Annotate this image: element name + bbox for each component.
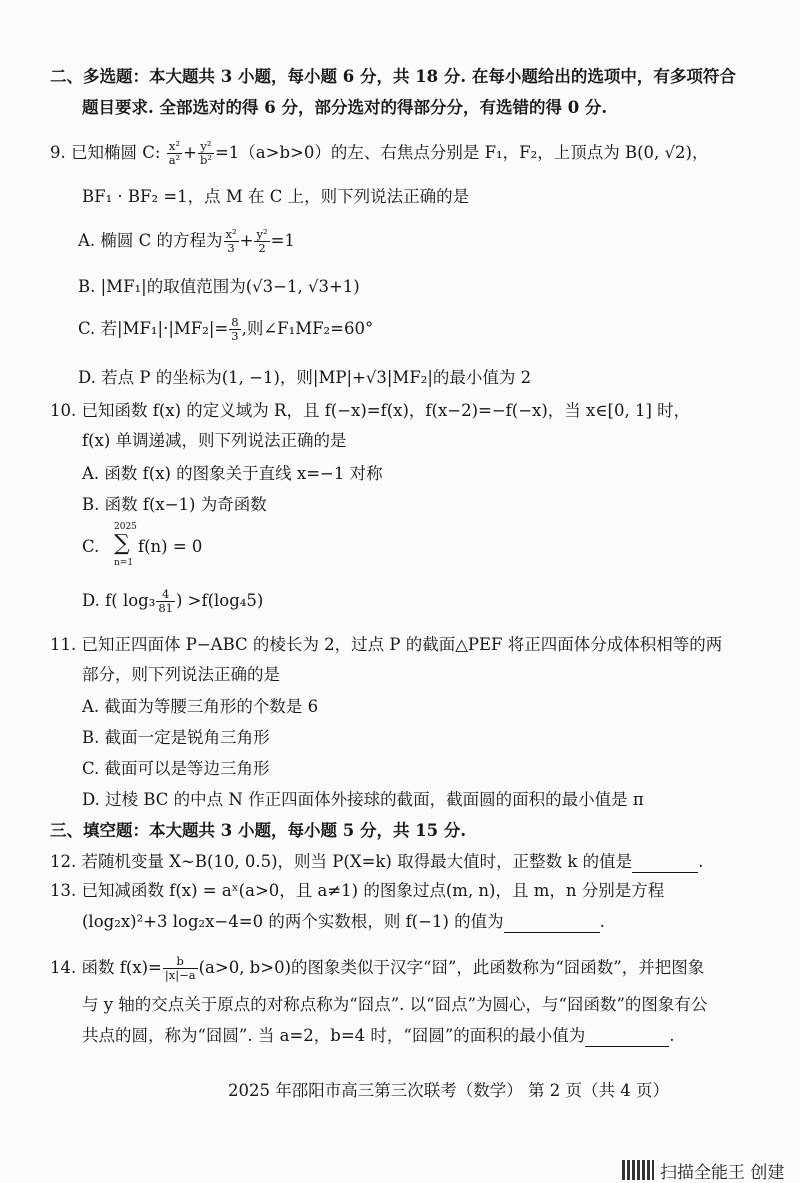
q9-frac2-num: y²	[198, 140, 214, 154]
q10-stem-line-1	[50, 400, 690, 422]
q14-line-1	[50, 955, 704, 982]
q9-option-c-prefix: C. 若|MF₁|·|MF₂|=	[78, 319, 229, 338]
q11-option-b: B. 截面一定是锐角三角形	[82, 728, 270, 747]
q11-number: 11.	[50, 635, 77, 654]
q10-option-d-log: log₃	[122, 591, 156, 610]
q9-stem-line-2: BF₁ · BF₂ =1，点 M 在 C 上，则下列说法正确的是	[82, 187, 470, 206]
q9-a-f1-num: x²	[225, 227, 237, 241]
q10-sum-upper: 2025	[114, 522, 137, 532]
q12-number: 12.	[50, 852, 77, 871]
q10-option-a: A. 函数 f(x) 的图象关于直线 x=−1 对称	[82, 464, 383, 483]
q13-text-2: (log₂x)²+3 log₂x−4=0 的两个实数根，则 f(−1) 的值为	[82, 912, 504, 931]
q11-option-c: C. 截面可以是等边三角形	[82, 759, 270, 778]
q9-c-den: 3	[231, 329, 239, 343]
q13-number: 13.	[50, 881, 77, 900]
q9-a-f2-num: y²	[256, 227, 268, 241]
section-2-line-1: 二、多选题：本大题共 3 小题，每小题 6 分，共 18 分. 在每小题给出的选项中，有多项符合	[50, 67, 736, 86]
q10-stem-1: 已知函数 f(x) 的定义域为 R，且 f(−x)=f(x)，f(x−2)=−f(−x)，当 x∈[0, 1] 时，	[81, 401, 691, 420]
sigma-icon: ∑	[114, 531, 130, 556]
q9-stem-prefix: 已知椭圆 C:	[71, 143, 161, 162]
q14-text-3: 共点的圆，称为“囧圆”. 当 a=2，b=4 时，“囧圆”的面积的最小值为	[82, 1026, 586, 1045]
q10-option-d-suffix: ) >f(log₄5)	[175, 591, 264, 610]
q10-option-b: B. 函数 f(x−1) 为奇函数	[82, 495, 267, 514]
section-2-line-2: 题目要求. 全部选对的得 6 分，部分选对的得部分分，有选错的得 0 分.	[82, 98, 608, 117]
q14-number: 14.	[50, 958, 77, 977]
q10-option-d	[82, 588, 263, 615]
q13-text-1: 已知减函数 f(x) = aˣ(a>0，且 a≠1) 的图象过点(m, n)，且 m，n 分别是方程	[81, 881, 665, 900]
q13-line-2	[82, 911, 605, 933]
q14-prefix: 函数 f(x)=	[81, 958, 162, 977]
q11-stem-line-1	[50, 634, 722, 656]
q12-text: 若随机变量 X∼B(10, 0.5)，则当 P(X=k) 取得最大值时，正整数 k 的值是	[81, 852, 633, 871]
q9-option-a: A. 椭圆 C 的方程为 $\frac{\text{x²}}{3}$ + $\frac{\text{y²}}{2}$ =1	[78, 227, 295, 255]
q14-line-2: 与 y 轴的交点关于原点的对称点称为“囧点”. 以“囧点”为圆心，与“囧函数”的图象有公	[82, 995, 708, 1014]
section-3-header: 三、填空题：本大题共 3 小题，每小题 5 分，共 15 分.	[50, 821, 467, 840]
q9-option-a-frac-y	[254, 228, 269, 255]
q9-option-b: B. |MF₁|的取值范围为(√3−1, √3+1)	[78, 277, 360, 296]
q13-answer-blank[interactable]	[504, 916, 600, 933]
q10-d-den: 81	[158, 601, 173, 615]
q9-option-c	[78, 316, 373, 343]
q10-option-c-label: C.	[82, 537, 100, 556]
q9-a-f2-den: 2	[258, 241, 266, 255]
q11-option-d: D. 过棱 BC 的中点 N 作正四面体外接球的截面，截面圆的面积的最小值是 π	[82, 790, 644, 809]
page-footer: 2025 年邵阳市高三第三次联考（数学） 第 2 页（共 4 页）	[228, 1081, 669, 1100]
q11-stem-line-2: 部分，则下列说法正确的是	[82, 665, 280, 684]
q12-answer-blank[interactable]	[632, 856, 698, 873]
q9-a-f1-den: 3	[227, 241, 235, 255]
q14-answer-blank[interactable]	[585, 1030, 669, 1047]
q9-option-d: D. 若点 P 的坐标为(1, −1)，则|MP|+√3|MF₂|的最小值为 2	[78, 368, 532, 387]
q9-stem-middle: =1（a>b>0）的左、右焦点分别是 F₁，F₂，上顶点为 B(0, √2)，	[214, 143, 709, 162]
q9-number: 9.	[50, 143, 66, 162]
q10-d-num: 4	[156, 588, 175, 602]
q11-option-a: A. 截面为等腰三角形的个数是 6	[82, 697, 319, 716]
q14-num: b	[163, 955, 198, 969]
q10-option-d-prefix: D. f(	[82, 591, 118, 610]
q10-option-d-frac	[156, 588, 175, 615]
q10-number: 10.	[50, 401, 77, 420]
q12-line	[50, 851, 703, 873]
q14-suffix: (a>0, b>0)的图象类似于汉字“囧”，此函数称为“囧函数”，并把图象	[198, 958, 705, 977]
q9-frac1-den: a²	[168, 153, 181, 167]
q9-c-num: 8	[231, 315, 239, 329]
q9-option-a-prefix: A. 椭圆 C 的方程为	[78, 231, 223, 250]
q9-option-a-suffix: =1	[270, 231, 295, 250]
q9-fraction-x	[167, 140, 182, 167]
q9-fraction-y	[198, 140, 214, 167]
q14-line-3	[82, 1025, 675, 1047]
q9-frac1-num: x²	[167, 140, 182, 154]
q14-fraction	[163, 955, 198, 982]
q9-option-a-frac-x	[224, 228, 239, 255]
q13-end: .	[599, 912, 605, 931]
q13-line-1	[50, 880, 664, 902]
scanner-watermark-text: 扫描全能王 创建	[660, 1163, 785, 1183]
q9-option-c-suffix: ,则∠F₁MF₂=60°	[241, 319, 374, 338]
q14-end: .	[669, 1026, 675, 1045]
q11-stem-1: 已知正四面体 P−ABC 的棱长为 2，过点 P 的截面△PEF 将正四面体分成体积相等的两	[81, 635, 723, 654]
q10-sum-lower: n=1	[114, 558, 134, 568]
qr-code-icon	[622, 1160, 654, 1180]
q9-option-c-frac	[229, 316, 240, 343]
q12-end: .	[698, 852, 704, 871]
q9-frac2-den: b²	[199, 153, 212, 167]
q10-stem-line-2: f(x) 单调递减，则下列说法正确的是	[82, 431, 347, 450]
q9-stem-line-1: 9. 已知椭圆 C: $\frac{\text{x²}}{\text{a²}}$ + $\frac{\text{y²}}{\text{b²}}$ =1（a>b>0）的左、右焦点分别是 F₁，F₂，上顶点为 B(0, √2)，	[50, 139, 709, 167]
q14-den: |x|−a	[164, 968, 196, 982]
q10-option-c-expr: f(n) = 0	[138, 537, 203, 556]
